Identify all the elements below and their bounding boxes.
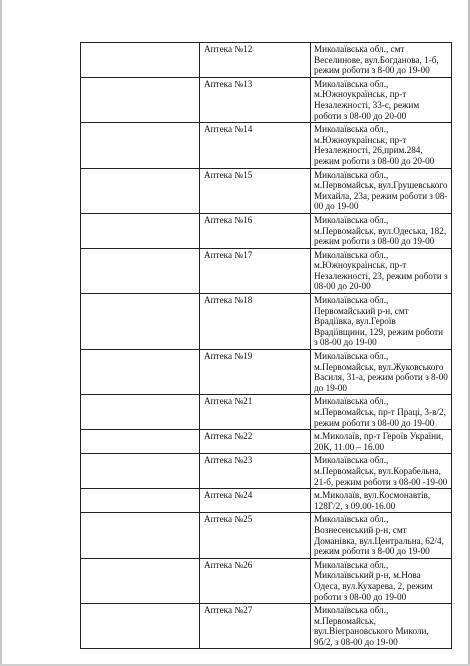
table-row bbox=[81, 350, 452, 395]
table-row bbox=[81, 77, 452, 122]
empty-cell bbox=[81, 395, 200, 430]
pharmacy-address-cell: Миколаївська обл., смт Веселинове, вул.Богданова, 1-б, режим роботи з 8-00 до 19-00 bbox=[311, 43, 452, 78]
pharmacy-address-cell: Миколаївська обл., Вознесенський р-н, смт Доманівка, вул.Центральна, 62/4, режим роботи з 8-00 до 19-00 bbox=[311, 513, 452, 558]
table-row bbox=[81, 430, 452, 454]
pharmacy-name-cell: Аптека №13 bbox=[200, 77, 311, 122]
table-row bbox=[81, 43, 452, 78]
pharmacy-name-cell: Аптека №27 bbox=[200, 604, 311, 649]
empty-cell bbox=[81, 604, 200, 649]
empty-cell bbox=[81, 513, 200, 558]
pharmacy-name-cell: Аптека №18 bbox=[200, 294, 311, 350]
pharmacy-table bbox=[80, 42, 452, 649]
table-row bbox=[81, 604, 452, 649]
table-row bbox=[81, 513, 452, 558]
empty-cell bbox=[81, 248, 200, 293]
pharmacy-name-cell: Аптека №12 bbox=[200, 43, 311, 78]
pharmacy-address-cell: Миколаївська обл., м.Южноукраїнськ, пр-т Незалежності, 33-є, режим роботи з 08-00 до 20-00 bbox=[311, 77, 452, 122]
pharmacy-name-cell: Аптека №16 bbox=[200, 213, 311, 248]
pharmacy-address-cell: Миколаївська обл., м.Южноукраїнськ, пр-т Незалежності, 23, режим роботи з 08-00 до 20-00 bbox=[311, 248, 452, 293]
pharmacy-address-cell: Миколаївська обл., м.Южноукраїнськ, пр-т Незалежності, 26,прим.284, режим роботи з 08-00 до 20-00 bbox=[311, 123, 452, 168]
empty-cell bbox=[81, 489, 200, 513]
table-row bbox=[81, 558, 452, 603]
pharmacy-address-cell: Миколаївська обл., Миколаївський р-н, м.Нова Одеса, вул.Кухарева, 2, режим роботи з 08-00 до 19-00 bbox=[311, 558, 452, 603]
table-row bbox=[81, 294, 452, 350]
empty-cell bbox=[81, 294, 200, 350]
pharmacy-address-cell: Миколаївська обл., м.Первомайськ, вул.Віеграновського Миколи, 9б/2, з 08-00 до 19-00 bbox=[311, 604, 452, 649]
table-row bbox=[81, 248, 452, 293]
pharmacy-name-cell: Аптека №22 bbox=[200, 430, 311, 454]
pharmacy-address-cell: Миколаївська обл., м.Первомайськ, вул.Грушевського Михайла, 23а, режим роботи з 08-00 до 19-00 bbox=[311, 168, 452, 213]
table-row bbox=[81, 123, 452, 168]
empty-cell bbox=[81, 558, 200, 603]
pharmacy-name-cell: Аптека №26 bbox=[200, 558, 311, 603]
pharmacy-address-cell: Миколаївська обл., м.Первомайськ, вул.Жуковського Василя, 31-а, режим роботи з 8-00 до 19-00 bbox=[311, 350, 452, 395]
pharmacy-address-cell: м.Миколаїв, вул.Космонавтів, 128Г/2, з 09.00-16.00 bbox=[311, 489, 452, 513]
table-row bbox=[81, 168, 452, 213]
empty-cell bbox=[81, 430, 200, 454]
pharmacy-name-cell: Аптека №25 bbox=[200, 513, 311, 558]
pharmacy-name-cell: Аптека №17 bbox=[200, 248, 311, 293]
table-row bbox=[81, 489, 452, 513]
pharmacy-name-cell: Аптека №21 bbox=[200, 395, 311, 430]
pharmacy-address-cell: Миколаївська обл., м.Первомайськ, вул.Одеська, 182, режим роботи з 08-00 до 19-00 bbox=[311, 213, 452, 248]
empty-cell bbox=[81, 168, 200, 213]
empty-cell bbox=[81, 77, 200, 122]
pharmacy-name-cell: Аптека №14 bbox=[200, 123, 311, 168]
empty-cell bbox=[81, 454, 200, 489]
pharmacy-address-cell: Миколаївська обл., Первомайський р-н, смт Врадіївка, вул.Героїв Врадіївщини, 129, режим роботи з 08-00 до 19-00 bbox=[311, 294, 452, 350]
pharmacy-name-cell: Аптека №24 bbox=[200, 489, 311, 513]
table-row bbox=[81, 454, 452, 489]
pharmacy-table-body bbox=[81, 43, 452, 649]
empty-cell bbox=[81, 43, 200, 78]
empty-cell bbox=[81, 350, 200, 395]
pharmacy-address-cell: Миколаївська обл., м.Первомайськ, вул.Корабельна, 21-б, режим роботи з 08-00 -19-00 bbox=[311, 454, 452, 489]
table-row bbox=[81, 213, 452, 248]
pharmacy-name-cell: Аптека №15 bbox=[200, 168, 311, 213]
pharmacy-address-cell: м.Миколаїв, пр-т Героїв України, 20К, 11.00 – 16.00 bbox=[311, 430, 452, 454]
pharmacy-name-cell: Аптека №19 bbox=[200, 350, 311, 395]
table-row bbox=[81, 395, 452, 430]
empty-cell bbox=[81, 213, 200, 248]
scan-edge-left bbox=[0, 0, 2, 666]
pharmacy-name-cell: Аптека №23 bbox=[200, 454, 311, 489]
pharmacy-address-cell: Миколаївська обл., м.Первомайськ, пр-т Праці, 3-в/2, режим роботи з 08-00 до 19-00 bbox=[311, 395, 452, 430]
empty-cell bbox=[81, 123, 200, 168]
